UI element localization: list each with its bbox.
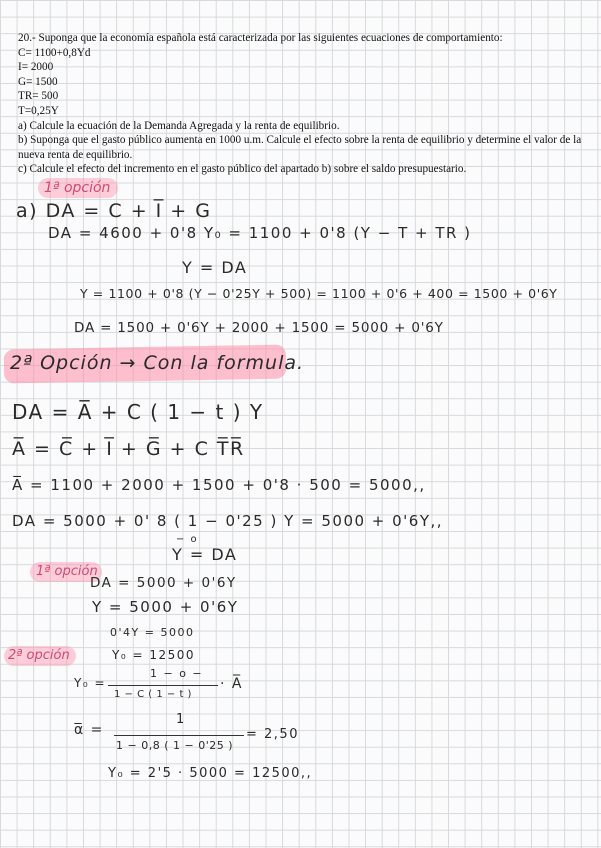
hw-line-da-5000: DA = 5000 + 0'6Y [90,575,237,591]
problem-title: 20.- Suponga que la economía española está caracterizada por las siguientes ecuaciones de comportamiento: [18,32,503,44]
hw-frac1-tail: · A̅ [220,676,243,692]
problem-statement [18,31,593,177]
hw-y0-label: Y₀ = [74,676,107,690]
hw-frac1-denominator: 1 − C ( 1 − t ) [114,689,192,700]
hw-frac2-numerator: 1 [176,712,186,727]
equation-government: G= 1500 [18,75,58,88]
fraction-bar-2 [114,735,244,736]
question-b: b) Suponga que el gasto público aumenta en 1000 u.m. Calcule el efecto sobre la renta de equilibrio y determine el valor de la nueva renta de equilibrio. [18,134,582,161]
hw-line-da-definition: a) DA = C + I̅ + G [16,200,212,222]
hw-line-y-5000: Y = 5000 + 0'6Y [92,598,239,616]
hw-line-autonomous-value: A̅ = 1100 + 2000 + 1500 + 0'8 · 500 = 5000,, [12,476,426,494]
question-a: a) Calcule la ecuación de la Demanda Agregada y la renta de equilibrio. [18,119,340,132]
hw-line-da-result: DA = 1500 + 0'6Y + 2000 + 1500 = 5000 + 0'6Y [74,320,444,336]
hw-line-da-expanded: DA = 4600 + 0'8 Y₀ = 1100 + 0'8 (Y − T + TR ) [48,224,472,242]
hw-line-da-formula-result: DA = 5000 + 0' 8 ( 1 − 0'25 ) Y = 5000 + 0'6Y,, [12,512,444,530]
hw-line-final-result: Y₀ = 2'5 · 5000 = 12500,, [108,766,313,781]
opcion-1-label: 1ª opción [44,180,111,196]
hw-line-04y: 0'4Y = 5000 [110,626,195,639]
hw-line-equilibrium-2: Y = DA [172,545,238,564]
hw-line-formula: DA = A̅ + C ( 1 − t ) Y [12,400,264,424]
hw-frac2-result: = 2,50 [246,727,299,742]
hw-alpha-label: α̅ = [74,722,104,738]
hw-line-autonomous: A̅ = C̅ + I̅ + G̅ + C T̅R̅ [12,438,245,460]
hw-mark-above: − o [176,534,199,545]
hw-line-equilibrium: Y = DA [182,258,248,277]
hw-frac1-numerator: 1 − o − [150,667,204,680]
fraction-bar-1 [108,685,218,686]
hw-line-y0-result: Y₀ = 12500 [112,648,195,662]
equation-transfers: TR= 500 [18,90,59,103]
opcion-2b-label: 2ª opción [8,648,70,663]
equation-consumption: C= 1100+0,8Yd [18,46,91,59]
hw-frac2-denominator: 1 − 0,8 ( 1 − 0'25 ) [116,739,234,752]
opcion-1b-label: 1ª opción [36,564,98,579]
hw-line-substitution: Y = 1100 + 0'8 (Y − 0'25Y + 500) = 1100 + 0'6 + 400 = 1500 + 0'6Y [80,286,558,301]
equation-investment: I= 2000 [18,61,54,74]
equation-taxes: T=0,25Y [18,104,59,117]
opcion-2-label: 2ª Opción → Con la formula. [10,352,305,374]
question-c: c) Calcule el efecto del incremento en el gasto público del apartado b) sobre el saldo presupuestario. [18,163,467,176]
